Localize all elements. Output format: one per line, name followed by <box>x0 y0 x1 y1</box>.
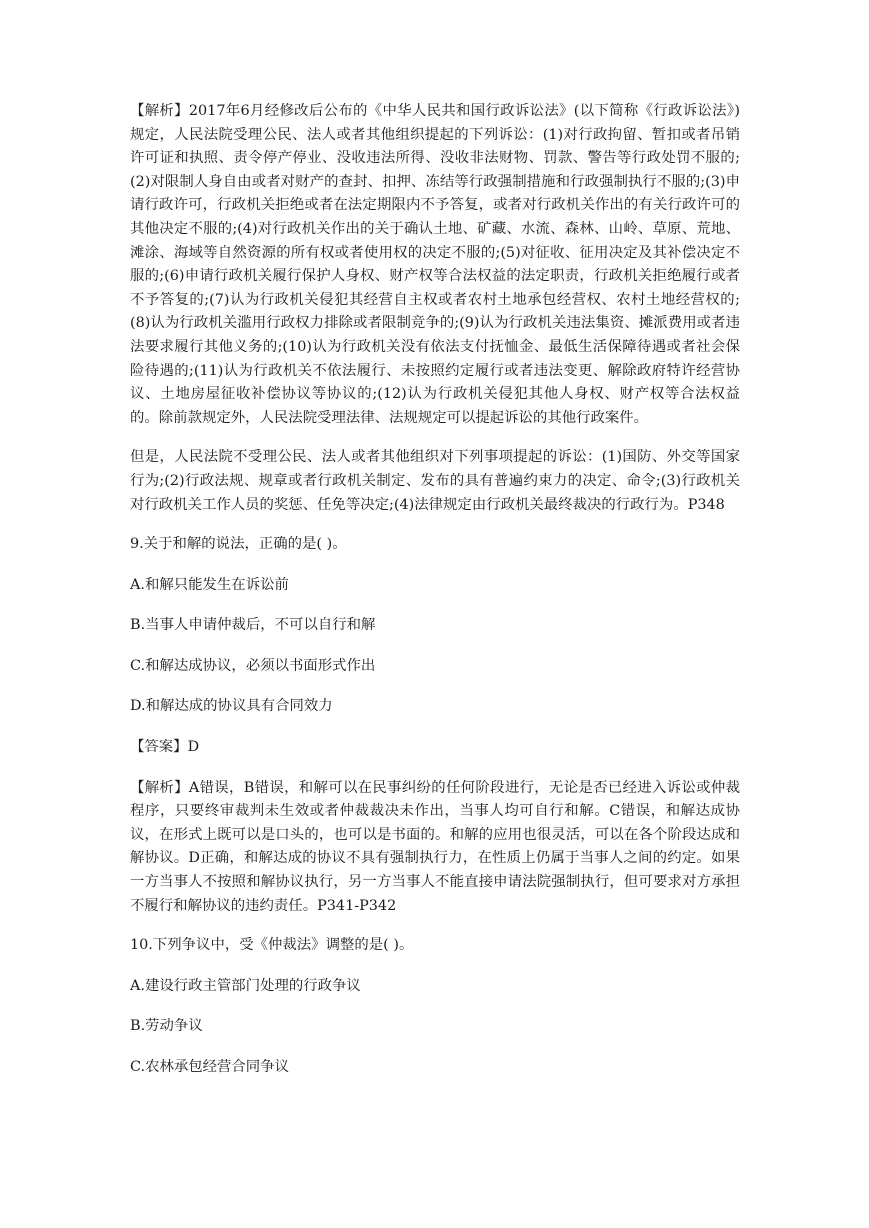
question-9-option-b: B.当事人申请仲裁后，不可以自行和解 <box>130 617 376 634</box>
analysis-paragraph-2: 但是，人民法院不受理公民、法人或者其他组织对下列事项提起的诉讼：(1)国防、外交等国家行为;(2)行政法规、规章或者行政机关制定、发布的具有普遍约束力的决定、命令;(3)行政机关对行政机关工作人员的奖惩、任免等决定;(4)法律规定由行政机关最终裁决的行政行为。P348 <box>130 449 740 513</box>
question-10-stem: 10.下列争议中，受《仲裁法》调整的是( )。 <box>130 937 414 954</box>
question-9-option-c: C.和解达成协议，必须以书面形式作出 <box>130 657 376 674</box>
question-10-option-b: B.劳动争议 <box>130 1018 203 1035</box>
question-10-option-a: A.建设行政主管部门处理的行政争议 <box>130 977 361 994</box>
question-9-analysis: 【解析】A错误，B错误，和解可以在民事纠纷的任何阶段进行，无论是否已经进入诉讼或仲裁程序，只要终审裁判未生效或者仲裁裁决未作出，当事人均可自行和解。C错误，和解达成协议，在形式上既可以是口头的，也可以是书面的。和解的应用也很灵活，可以在各个阶段达成和解协议。D正确，和解达成的协议不具有强制执行力，在性质上仍属于当事人之间的约定。如果一方当事人不按照和解协议执行，另一方当事人不能直接申请法院强制执行，但可要求对方承担不履行和解协议的违约责任。P341-P342 <box>130 779 740 914</box>
document-body <box>130 100 740 1097</box>
question-9-stem: 9.关于和解的说法，正确的是( )。 <box>130 536 347 553</box>
analysis-paragraph-1: 【解析】2017年6月经修改后公布的《中华人民共和国行政诉讼法》(以下简称《行政诉讼法》)规定，人民法院受理公民、法人或者其他组织提起的下列诉讼：(1)对行政拘留、暂扣或者吊销许可证和执照、责令停产停业、没收违法所得、没收非法财物、罚款、警告等行政处罚不服的;(2)对限制人身自由或者对财产的查封、扣押、冻结等行政强制措施和行政强制执行不服的;(3)申请行政许可，行政机关拒绝或者在法定期限内不予答复，或者对行政机关作出的有关行政许可的其他决定不服的;(4)对行政机关作出的关于确认土地、矿藏、水流、森林、山岭、草原、荒地、滩涂、海域等自然资源的所有权或者使用权的决定不服的;(5)对征收、征用决定及其补偿决定不服的;(6)申请行政机关履行保护人身权、财产权等合法权益的法定职责，行政机关拒绝履行或者不予答复的;(7)认为行政机关侵犯其经营自主权或者农村土地承包经营权、农村土地经营权的;(8)认为行政机关滥用行政权力排除或者限制竞争的;(9)认为行政机关违法集资、摊派费用或者违法要求履行其他义务的;(10)认为行政机关没有依法支付抚恤金、最低生活保障待遇或者社会保险待遇的;(11)认为行政机关不依法履行、未按照约定履行或者违法变更、解除政府特许经营协议、土地房屋征收补偿协议等协议的;(12)认为行政机关侵犯其他人身权、财产权等合法权益的。除前款规定外，人民法院受理法律、法规规定可以提起诉讼的其他行政案件。 <box>130 103 740 426</box>
question-9-answer: 【答案】D <box>130 739 200 756</box>
question-9-option-a: A.和解只能发生在诉讼前 <box>130 576 289 593</box>
question-9-option-d: D.和解达成的协议具有合同效力 <box>130 698 333 715</box>
question-10-option-c: C.农林承包经营合同争议 <box>130 1059 289 1075</box>
